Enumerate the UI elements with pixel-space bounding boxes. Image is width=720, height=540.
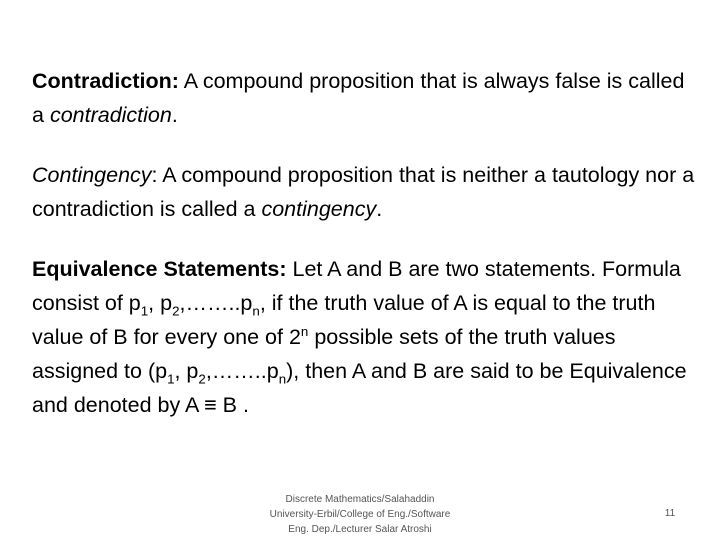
subscript-1: 1 — [140, 303, 149, 319]
equivalence-text-7: ,……..p — [205, 359, 279, 383]
equivalence-text-4: , if the truth value of A is equal to the truth value of B for every one of 2 — [32, 291, 656, 349]
subscript-2b: 2 — [198, 371, 206, 387]
contradiction-emphasis: contradiction — [49, 103, 172, 127]
subscript-nb: n — [278, 371, 287, 387]
contingency-term: Contingency — [32, 163, 152, 187]
contingency-emphasis: contingency — [261, 197, 377, 221]
equivalence-term: Equivalence Statements: — [32, 257, 287, 281]
equivalence-text-2: , p — [148, 291, 173, 315]
footer-line-2: University-Erbil/College of Eng./Software — [269, 509, 451, 520]
page-number: 11 — [664, 508, 676, 519]
contradiction-definition — [32, 64, 702, 132]
subscript-1b: 1 — [167, 371, 175, 387]
contingency-colon: : — [151, 163, 158, 187]
contradiction-term: Contradiction: — [32, 69, 179, 93]
slide-footer — [245, 492, 475, 537]
equivalence-text-6: , p — [174, 359, 199, 383]
subscript-n: n — [252, 303, 260, 319]
contradiction-end: . — [171, 103, 178, 127]
contingency-end: . — [376, 197, 383, 221]
slide-content — [32, 64, 702, 448]
contingency-definition — [32, 158, 702, 226]
equivalence-text-8: ), then A and B are said to be Equivalence and denoted by A ≡ B . — [32, 359, 687, 417]
subscript-2: 2 — [172, 303, 180, 319]
equivalence-definition — [32, 252, 702, 422]
equivalence-text-1: Let A and B are two statements. Formula consist of p — [32, 257, 681, 315]
contingency-text: A compound proposition that is neither a tautology nor a contradiction is called a — [32, 163, 695, 221]
equivalence-text-3: ,……..p — [179, 291, 253, 315]
footer-line-1: Discrete Mathematics/Salahaddin — [285, 494, 435, 505]
superscript-n: n — [300, 323, 309, 339]
footer-line-3: Eng. Dep./Lecturer Salar Atroshi — [288, 524, 432, 535]
equivalence-text-5: possible sets of the truth values assigned to (p — [32, 325, 616, 383]
contradiction-text: A compound proposition that is always false is called a — [32, 69, 685, 127]
